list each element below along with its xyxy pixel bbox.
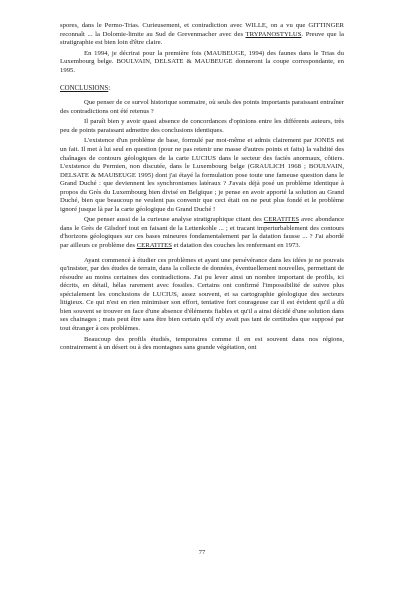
- paragraph-field-studies: Ayant commencé à étudier ces problèmes et ayant une persévérance dans les idées je ne pouvais qu'insister, par des études de terrain, dans la collecte de données, éventuellement nouvelles, permettant de résoudre au moins certaines des contradictions. J'ai pu lever ainsi un nombre important de profils, ici décrits, en détail, hélas rarement avec fossiles. Certains ont confirmé l'impossibilité de suivre plus spécialement les conclusions de LUCIUS, assez souvent, et sa cartographie géologique des secteurs litigieux. Ce qui n'est en rien minimiser son effort, tentative fort courageuse car il est évident qu'il a dû bien souvent se trouver en face d'une absence d'éléments fiables et qu'il a ainsi décidé d'une solution dans ses chainages ; mais peut être sans être bien certain qu'il n'y avait pas tant de certitudes que supposé par tout étranger à ces problèmes.: [60, 256, 344, 332]
- paragraph-text: et datation des couches les renfermant en 1973.: [171, 242, 301, 250]
- genus-name-trypanostylus: TRYPANOSTYLUS: [245, 30, 302, 38]
- section-heading-text: CONCLUSIONS: [60, 85, 109, 93]
- paragraph-base-problem: L'existence d'un problème de base, formulé par moi-même et admis clairement par JONES est un fait. Il met à lui seul en question (pour ne pas retenir une masse d'autres points et faits) la validité des chaînages de contours géologiques de la carte LUCIUS dans le secteur des faciès anormaux, côtiers. L'existence du Permien, non discutée, dans le Luxembourg belge (GRAULICH 1968 ; BOULVAIN, DELSATE & MAUBEUGE 1995) dont j'ai étayé la formulation pose toute une fameuse question dans le Grand Duché : que deviennent les synchronismes latéraux ? J'avais déjà posé un problème identique à propos du Grès du Luxembourg bien divisé en Belgique ; je pense en avoir apporté la solution au Grand Duché, bien que beaucoup ne veulent pas convenir que ceci était on ne peut plus fondé et le problème ignoré jusque là par la carte géologique du Grand Duché !: [60, 137, 344, 213]
- paragraph-text: Que penser aussi de la curieuse analyse stratigraphique citant des: [84, 216, 264, 224]
- paragraph-intro: [60, 22, 344, 48]
- paragraph-text: avec abondance dans le Grès de Gilsdorf tout en faisant de la Lettenkohle ... ; et tracant imperturbablement des contours d'horizons géologiques sur ces bases mineures fondamentalement par la datation fausse ... ? J'ai abordé par ailleurs ce problème des: [60, 216, 344, 250]
- section-heading-suffix: :: [108, 85, 111, 93]
- paragraph-ceratites: [60, 216, 344, 250]
- paragraph-maubeuge-1994: En 1994, je décrirai pour la première fois (MAUBEUGE, 1994) des faunes dans le Trias du Luxembourg belge. BOULVAIN, DELSATE & MAUBEUGE donneront la coupe correspondante, en 1995.: [60, 49, 344, 74]
- paragraph-no-concordance: Il paraît bien y avoir quasi absence de concordances d'opinions entre les différents auteurs, très peu de points paraissant admettre des conclusions identiques.: [60, 118, 344, 134]
- page-number: 77: [198, 549, 206, 556]
- section-heading-conclusions: [60, 84, 344, 93]
- paragraph-text: . Preuve que la stratigraphie est bien loin d'être claire.: [60, 30, 344, 47]
- paragraph-profiles: Beaucoup des profils étudiés, temporaires comme il en est souvent dans nos régions, contrairement à un désert ou à des montagnes sans grande végétation, ont: [60, 335, 344, 352]
- paragraph-text: spores, dans le Permo-Trias. Curieusement, et contradiction avec WILLE, on a vu que GITTINGER reconnaît ... la Dolomie-limite au Sud de Grevenmacher avec des: [60, 22, 344, 38]
- term-ceratites: CERATITES: [136, 242, 172, 250]
- term-ceratites: CERATITES: [263, 216, 300, 224]
- paragraph-question-survey: Que penser de ce survol historique sommaire, où seuls des points importants paraissant entraîner des contradictions ont été retenus ?: [60, 99, 344, 115]
